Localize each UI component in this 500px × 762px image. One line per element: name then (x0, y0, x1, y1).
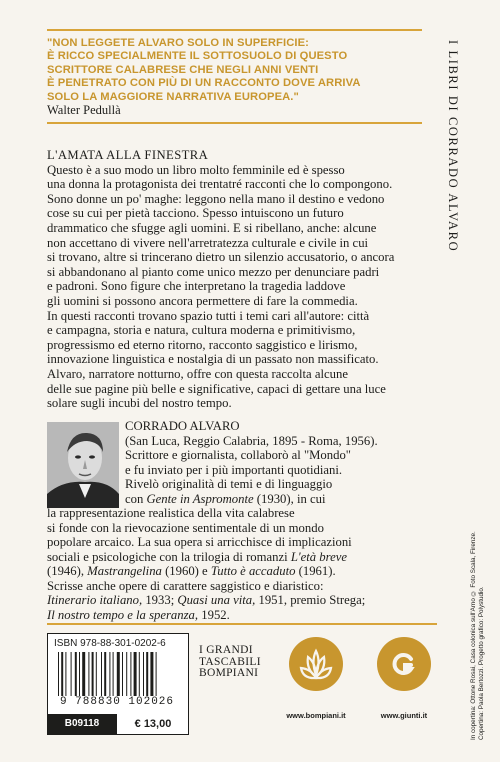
bottom-rule (47, 623, 437, 625)
series-name (199, 645, 261, 680)
barcode-box (47, 633, 189, 735)
bio-line: Rivelò originalità di temi e di linguaggio (125, 477, 333, 491)
description-line: e campagna, storia e natura, cultura moderna e primitivismo, (47, 323, 356, 338)
description-line: drammatico che sfugge agli uomini. E si ribellano, anche: alcune (47, 220, 377, 235)
description-line: e padroni. Sono figure che interpretano la tragedia laddove (47, 279, 346, 294)
bio-line (47, 608, 437, 623)
pull-quote (47, 37, 417, 104)
cover-credits (470, 470, 486, 740)
bio-line: (San Luca, Reggio Calabria, 1895 - Roma, 1956). (125, 433, 378, 448)
bio-text: 1933; (145, 593, 175, 607)
quote-line: SOLO LA MAGGIORE NARRATIVA EUROPEA." (47, 90, 299, 103)
bio-title: Il nostro tempo e la speranza, (47, 607, 199, 622)
product-code: B09118 (48, 714, 116, 734)
quote-author: Walter Pedullà (47, 103, 121, 117)
giunti-logo (377, 637, 431, 691)
description-line: In questi racconti trovano spazio tutti i temi cari all'autore: città (47, 308, 370, 323)
description-line: Sono donne un po' maghe: leggono nella mano il destino e vedono (47, 191, 385, 206)
bio-text: (1946), (47, 564, 84, 578)
bio-line (47, 593, 437, 608)
price: € 13,00 (116, 714, 189, 734)
bompiani-flower-icon (289, 637, 343, 691)
quote-rule (47, 122, 422, 124)
isbn-label: ISBN 978-88-301-0202-6 (54, 638, 166, 649)
giunti-spiral-icon (377, 637, 431, 691)
description-line: Alvaro, narratore notturno, offre con questa raccolta alcune (47, 366, 348, 381)
book-description (47, 148, 427, 411)
spine-title: I LIBRI DI CORRADO ALVARO (446, 40, 460, 253)
series-line: BOMPIANI (199, 667, 259, 679)
bio-line (47, 564, 437, 579)
series-line: I GRANDI (199, 644, 253, 656)
bio-title: Gente in Aspromonte (146, 491, 254, 506)
bio-title: L'età breve (290, 549, 347, 564)
credit-line: In copertina: Ottone Rosai, Casa colonica sull'Arno © Foto Scala, Firenze. (470, 531, 477, 740)
quote-line: È PENETRATO CON PIÙ DI UN RACCONTO DOVE ARRIVA (47, 77, 361, 90)
description-line: solare sugli incubi del nostro tempo. (47, 396, 232, 411)
bio-text: 1952. (201, 607, 230, 622)
bio-text: (1960) e (165, 564, 208, 578)
bio-title: Mastrangelina (87, 564, 162, 578)
bio-line: Scrittore e giornalista, collaborò al "Mondo" (125, 448, 351, 462)
description-line: Questo è a suo modo un libro molto femminile ed è spesso (47, 162, 345, 177)
description-line: si abbandonano al pianto come unico mezzo per denunciare padri (47, 264, 380, 279)
bio-line (47, 550, 437, 565)
giunti-url[interactable]: www.giunti.it (380, 711, 428, 720)
bompiani-logo (289, 637, 343, 691)
description-line: non accettano di vivere nell'arretratezza culturale e civile in cui (47, 235, 369, 250)
bio-line: si fonde con la rievocazione sentimentale di un mondo (47, 520, 324, 535)
bio-title: Tutto è accaduto (210, 564, 296, 578)
top-rule (47, 29, 422, 31)
bio-text: (1930), in cui (256, 491, 326, 506)
description-title: L'AMATA ALLA FINESTRA (47, 148, 209, 162)
bio-text: sociali e psicologiche con la trilogia di romanzi (47, 549, 288, 564)
series-line: TASCABILI (199, 655, 261, 668)
bio-title: Quasi una vita, (177, 593, 256, 607)
barcode-icon (56, 652, 180, 696)
description-line: innovazione linguistica e nostalgia di un passato non massificato. (47, 352, 379, 367)
description-line: cose su cui per pietà tacciono. Spesso intuiscono un futuro (47, 206, 344, 221)
author-name: CORRADO ALVARO (125, 419, 240, 433)
bio-line: e fu inviato per i più importanti quotidiani. (125, 462, 343, 477)
bio-text: (1961). (298, 564, 336, 578)
bio-line: la rappresentazione realistica della vita calabrese (47, 506, 295, 520)
description-line: gli uomini si possono ancora permettere di fare la commedia. (47, 293, 358, 308)
credit-line: Copertina: Paola Bertozzi. Progetto grafico: Polystudio. (478, 586, 485, 740)
description-line: progressismo ed eterno ritorno, racconto saggistico e lirismo, (47, 337, 358, 352)
bio-line (47, 492, 437, 507)
bio-line: popolare arcaico. La sua opera si arricchisce di implicazioni (47, 535, 352, 549)
description-line: delle sue pagine più belle e significative, capaci di gettare una luce (47, 381, 386, 396)
bio-text: con (125, 491, 144, 506)
bompiani-url[interactable]: www.bompiani.it (286, 711, 346, 720)
back-cover-footer (47, 633, 437, 743)
barcode-digits: 9 788830 102026 (59, 696, 175, 708)
description-line: si trovano, altre si trincerano dietro un silenzio accusatorio, o ancora (47, 250, 395, 265)
bio-title: Itinerario italiano, (47, 593, 143, 607)
quote-line: È RICCO SPECIALMENTE IL SOTTOSUOLO DI QUESTO (47, 50, 348, 63)
quote-line: SCRITTORE CALABRESE CHE NEGLI ANNI VENTI (47, 63, 319, 76)
quote-line: "NON LEGGETE ALVARO SOLO IN SUPERFICIE: (47, 37, 309, 49)
bio-line: Scrisse anche opere di carattere saggistico e diaristico: (47, 578, 324, 593)
description-line: una donna la protagonista dei trentatré racconti che lo compongono. (47, 177, 393, 192)
bio-text: 1951, premio Strega; (258, 593, 366, 607)
author-bio (47, 419, 437, 622)
